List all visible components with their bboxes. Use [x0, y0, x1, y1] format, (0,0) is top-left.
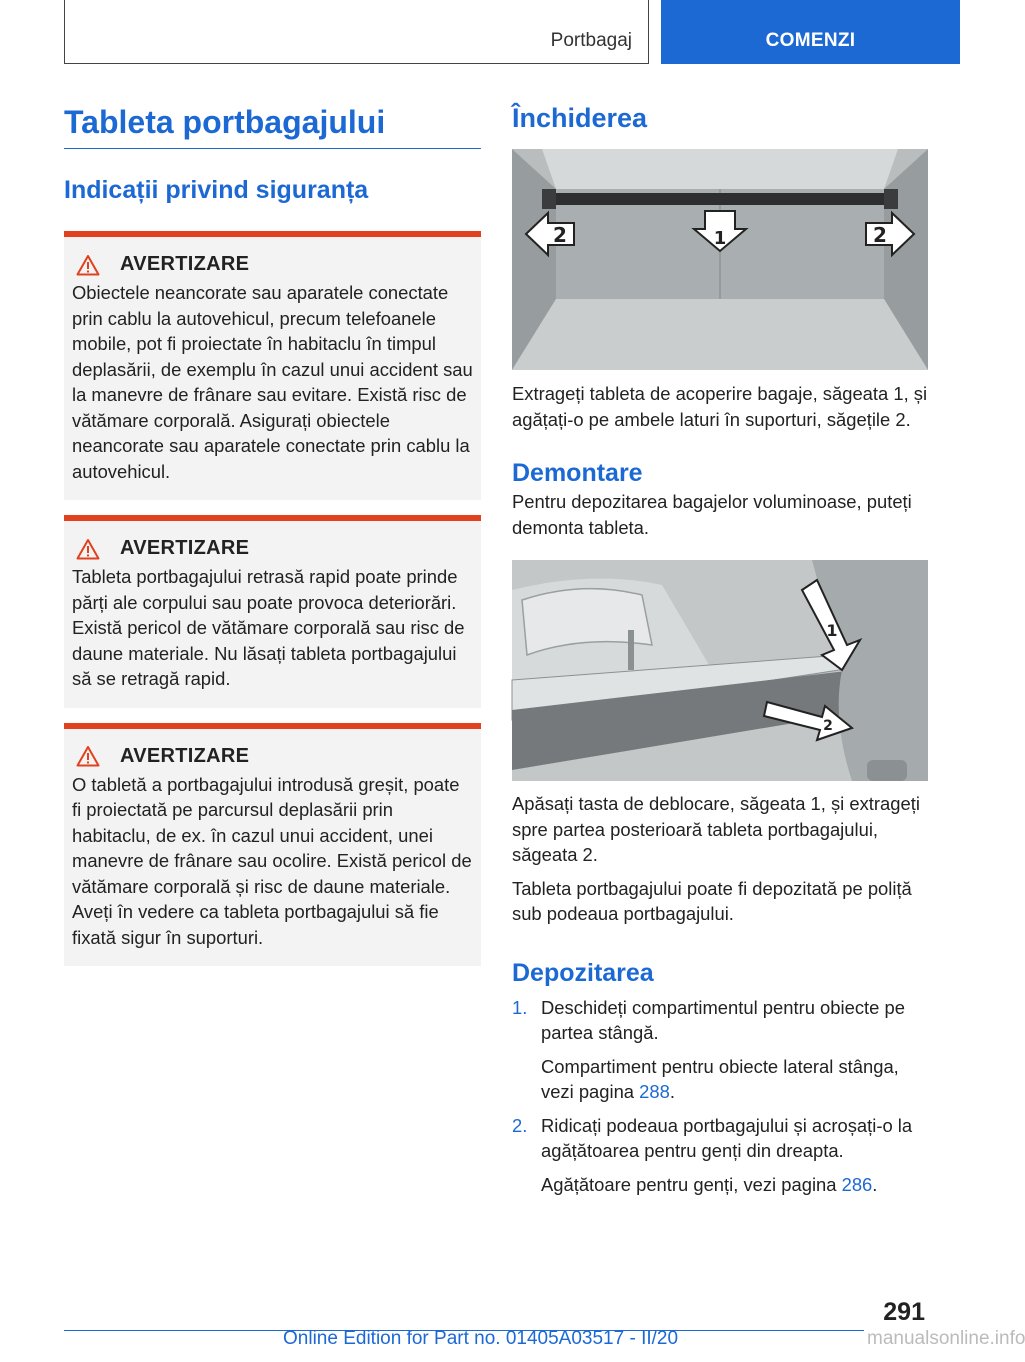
step-text: Deschideți compartimentul pentru obiecte pe partea stângă.: [541, 996, 905, 1043]
warning-text: Obiectele neancorate sau aparatele conectate prin cablu la autovehicul, precum telefoanele mobile, pot fi proiectate în habitaclu în timpul deplasării, de exemplu în cazul unui accident sau la manevre de frânare sau evitare. Există risc de vătămare corporală. Asigurați obiectele neancorate sau aparatele conectate prin cablu la autovehicul.: [72, 282, 473, 482]
list-item: [512, 995, 928, 1105]
warning-box-2: [64, 515, 481, 708]
warning-triangle-icon: [76, 745, 100, 767]
footer-watermark: manualsonline.info: [867, 1328, 1025, 1349]
storage-title: Depozitarea: [512, 958, 654, 987]
left-column: [64, 100, 481, 966]
step-number: 2.: [512, 1114, 528, 1136]
arrow-2-right-label: 2: [873, 223, 887, 247]
arrow-1-label: 1: [713, 228, 727, 249]
header-section-box: [64, 0, 649, 64]
closing-text: Extrageți tableta de acoperire bagaje, săgeata 1, și agățați-o pe ambele laturi în suporturi, săgețile 2.: [512, 383, 928, 430]
warning-text: Tableta portbagajului retrasă rapid poate prinde părți ale corpului sau poate provoca deteriorări. Există pericol de vătămare corporală sau risc de daune materiale. Nu lăsați tableta portbagajului să se retragă rapid.: [72, 566, 465, 689]
warning-box-1: [64, 231, 481, 500]
step-number: 1.: [512, 996, 528, 1018]
removal-arrow-2-label: 2: [823, 718, 833, 734]
closing-illustration: [512, 149, 928, 370]
closing-title: Închiderea: [512, 103, 648, 133]
page-title: Tableta portbagajului: [64, 100, 481, 149]
safety-subtitle: Indicații privind siguranța: [64, 176, 369, 204]
page-link-288[interactable]: 288: [639, 1081, 670, 1102]
step-reference: Compartiment pentru obiecte lateral stânga, vezi pagina 288.: [541, 1055, 899, 1102]
chapter-tab[interactable]: COMENZI: [661, 0, 960, 64]
warning-label: AVERTIZARE: [120, 537, 250, 559]
warning-triangle-icon: [76, 254, 100, 276]
removal-title: Demontare: [512, 459, 643, 487]
removal-arrow-1-label: 1: [826, 621, 838, 640]
removal-illustration: [512, 560, 928, 781]
removal-text-1: Apăsați tasta de deblocare, săgeata 1, și extrageți spre partea posterioară tableta portbagajului, săgeata 2.: [512, 793, 920, 865]
page-number: 291: [883, 1298, 925, 1326]
warning-label: AVERTIZARE: [120, 253, 250, 275]
warning-triangle-icon: [76, 538, 100, 560]
right-column: [512, 100, 928, 1197]
removal-intro: Pentru depozitarea bagajelor voluminoase, puteți demonta tableta.: [512, 491, 912, 538]
storage-steps-list: [512, 995, 928, 1198]
warning-label: AVERTIZARE: [120, 744, 250, 767]
warning-box-3: [64, 723, 481, 967]
footer-edition: Online Edition for Part no. 01405A03517 - II/20: [283, 1328, 679, 1349]
warning-text: O tabletă a portbagajului introdusă greșit, poate fi proiectată pe parcursul deplasării prin habitaclu, de ex. în cazul unui accident, unei manevre de frânare sau ocolire. Există pericol de vătămare corporală și risc de daune materiale. Aveți în vedere ca tableta portbagajului să fie fixată sigur în suporturi.: [72, 773, 472, 948]
page-link-286[interactable]: 286: [841, 1173, 873, 1195]
arrow-2-left-label: 2: [553, 223, 567, 247]
step-reference: Agățătoare pentru genți, vezi pagina 286.: [541, 1173, 878, 1195]
section-title: Portbagaj: [550, 30, 632, 51]
removal-text-2: Tableta portbagajului poate fi depozitată pe poliță sub podeaua portbagajului.: [512, 877, 912, 924]
list-item: [512, 1113, 928, 1198]
step-text: Ridicați podeaua portbagajului și acroșați-o la agățătoarea pentru genți din dreapta.: [541, 1114, 913, 1161]
